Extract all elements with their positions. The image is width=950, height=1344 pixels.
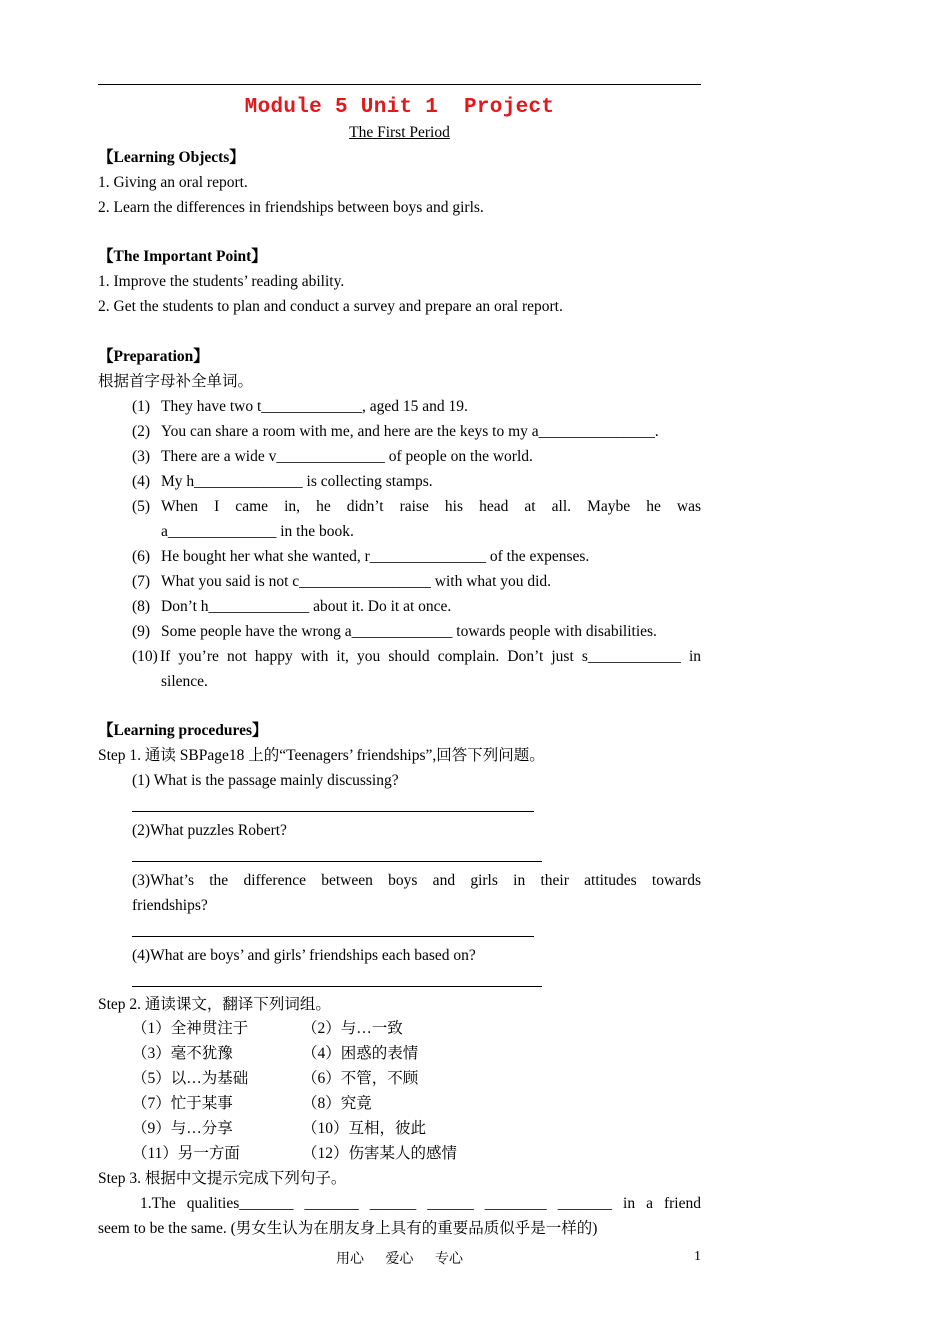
prep-text: There are a wide v______________ of people on the world.	[161, 448, 533, 465]
phrase-item: （5）以…为基础	[132, 1070, 249, 1087]
footer-motto: 专心	[435, 1252, 463, 1267]
procedures-heading: 【Learning procedures】	[98, 722, 268, 739]
step3-sentence-cont: seem to be the same. (男女生认为在朋友身上具有的重要品质似乎是一样的)	[98, 1220, 598, 1237]
prep-item	[132, 397, 468, 417]
step1-question-cont: friendships?	[132, 897, 208, 914]
prep-text-cont: silence.	[161, 673, 208, 690]
prep-item	[132, 647, 161, 667]
phrase-item: （2）与…一致	[302, 1020, 403, 1037]
prep-text: If you’re not happy with it, you should complain. Don’t just s____________ in	[160, 648, 701, 665]
prep-text: He bought her what she wanted, r_______________ of the expenses.	[161, 548, 590, 565]
prep-num: (2)	[132, 423, 151, 440]
objects-heading: 【Learning Objects】	[98, 149, 245, 166]
phrase-item: （10）互相，彼此	[302, 1120, 427, 1137]
prep-num: (9)	[132, 623, 151, 640]
important-item: 1. Improve the students’ reading ability.	[98, 273, 345, 290]
prep-item	[132, 597, 451, 617]
prep-text: Don’t h_____________ about it. Do it at once.	[161, 598, 452, 615]
phrase-item: （12）伤害某人的感情	[302, 1145, 458, 1162]
header-rule	[98, 84, 701, 85]
prep-text: You can share a room with me, and here are the keys to my a_______________.	[161, 423, 659, 440]
preparation-instruction: 根据首字母补全单词。	[98, 373, 254, 390]
prep-item	[132, 422, 659, 442]
page-number: 1	[694, 1249, 701, 1264]
phrase-item: （6）不管，不顾	[302, 1070, 419, 1087]
footer-motto: 爱心	[385, 1252, 414, 1267]
phrase-row	[132, 1144, 457, 1164]
phrase-item: （7）忙于某事	[132, 1095, 233, 1112]
prep-text: When I came in, he didn’t raise his head at all. Maybe he was	[161, 498, 701, 515]
answer-line[interactable]	[132, 986, 542, 987]
phrase-item: （4）困惑的表情	[302, 1045, 419, 1062]
subtitle-text: The First Period	[349, 124, 450, 141]
prep-text-cont: a______________ in the book.	[161, 523, 354, 540]
phrase-item: （8）究竟	[302, 1095, 372, 1112]
step2-label: Step 2. 通读课文，翻译下列词组。	[98, 996, 331, 1013]
phrase-row	[132, 1119, 426, 1139]
prep-num: (1)	[132, 398, 151, 415]
answer-line[interactable]	[132, 811, 534, 812]
page-footer	[98, 1248, 701, 1268]
footer-motto: 用心	[336, 1252, 364, 1267]
prep-item	[132, 472, 433, 492]
prep-num: (8)	[132, 598, 151, 615]
objects-item: 1. Giving an oral report.	[98, 174, 248, 191]
prep-item	[132, 572, 551, 592]
phrase-row	[132, 1094, 372, 1114]
phrase-item: （3）毫不犹豫	[132, 1045, 233, 1062]
page-title: Module 5 Unit 1 Project	[244, 96, 555, 119]
step3-label: Step 3. 根据中文提示完成下列句子。	[98, 1170, 347, 1187]
objects-item: 2. Learn the differences in friendships between boys and girls.	[98, 199, 484, 216]
prep-item	[132, 547, 589, 567]
prep-num: (5)	[132, 498, 151, 515]
phrase-row	[132, 1044, 418, 1064]
prep-text: They have two t_____________, aged 15 and 19.	[161, 398, 468, 415]
prep-num: (7)	[132, 573, 151, 590]
phrase-row	[132, 1019, 403, 1039]
prep-num: (10)	[132, 648, 158, 665]
prep-num: (6)	[132, 548, 151, 565]
important-item: 2. Get the students to plan and conduct a survey and prepare an oral report.	[98, 298, 563, 315]
preparation-heading: 【Preparation】	[98, 348, 209, 365]
prep-item	[132, 447, 533, 467]
prep-item	[132, 497, 161, 517]
step1-question: (1) What is the passage mainly discussing?	[132, 772, 399, 789]
step1-question: (2)What puzzles Robert?	[132, 822, 287, 839]
important-heading: 【The Important Point】	[98, 248, 267, 265]
prep-text: My h______________ is collecting stamps.	[161, 473, 433, 490]
step1-question: (3)What’s the difference between boys and girls in their attitudes towards	[132, 872, 701, 889]
phrase-item: （9）与…分享	[132, 1120, 233, 1137]
prep-num: (3)	[132, 448, 151, 465]
phrase-item: （1）全神贯注于	[132, 1020, 249, 1037]
step1-label: Step 1. 通读 SBPage18 上的“Teenagers’ friendships”,回答下列问题。	[98, 747, 545, 764]
prep-text: Some people have the wrong a_____________ towards people with disabilities.	[161, 623, 657, 640]
prep-text: What you said is not c_________________ with what you did.	[161, 573, 552, 590]
step3-sentence: 1.The qualities_______ _______ ______ ______ ________ _______ in a friend	[140, 1195, 701, 1212]
prep-item	[132, 622, 657, 642]
answer-line[interactable]	[132, 861, 542, 862]
answer-line[interactable]	[132, 936, 534, 937]
phrase-row	[132, 1069, 418, 1089]
prep-num: (4)	[132, 473, 151, 490]
document-page	[98, 0, 701, 1344]
page-subtitle	[98, 124, 701, 142]
step1-question: (4)What are boys’ and girls’ friendships each based on?	[132, 947, 476, 964]
phrase-item: （11）另一方面	[132, 1145, 240, 1162]
